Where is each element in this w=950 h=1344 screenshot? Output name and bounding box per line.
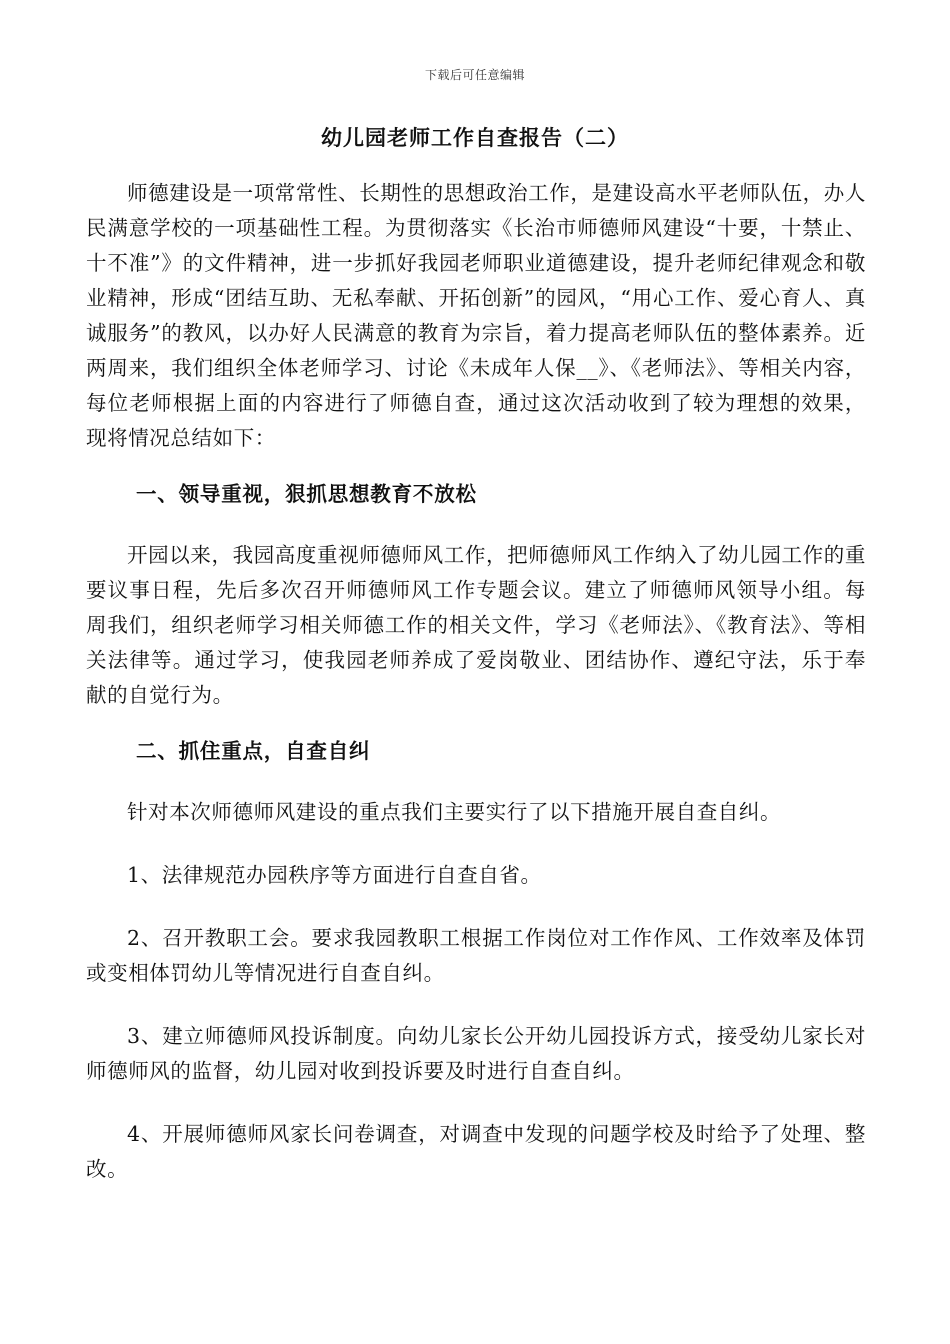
- list-item: 1、法律规范办园秩序等方面进行自查自省。: [127, 863, 542, 887]
- section-1-heading: 一、领导重视，狠抓思想教育不放松: [136, 482, 477, 506]
- document-body: [86, 176, 866, 1187]
- header-note: 下载后可任意编辑: [424, 68, 525, 82]
- section-2-intro: 针对本次师德师风建设的重点我们主要实行了以下措施开展自查自纠。: [127, 800, 782, 824]
- intro-paragraph: 师德建设是一项常常性、长期性的思想政治工作，是建设高水平老师队伍，办人民满意学校的一项基础性工程。为贯彻落实《长治市师德师风建设“十要，十禁止、十不准”》的文件精神，进一步抓好我园老师职业道德建设，提升老师纪律观念和敬业精神，形成“团结互助、无私奉献、开拓创新”的园风，“用心工作、爱心育人、真诚服务”的教风，以办好人民满意的教育为宗旨，着力提高老师队伍的整体素养。近两周来，我们组织全体老师学习、讨论《未成年人保__》、《老师法》、等相关内容，每位老师根据上面的内容进行了师德自查，通过这次活动收到了较为理想的效果，现将情况总结如下：: [86, 181, 866, 450]
- page-title: 幼儿园老师工作自查报告（二）: [321, 125, 629, 150]
- section-1-paragraph: 开园以来，我园高度重视师德师风工作，把师德师风工作纳入了幼儿园工作的重要议事日程，先后多次召开师德师风工作专题会议。建立了师德师风领导小组。每周我们，组织老师学习相关师德工作的相关文件，学习《老师法》、《教育法》、等相关法律等。通过学习，使我园老师养成了爱岗敬业、团结协作、遵纪守法，乐于奉献的自觉行为。: [86, 543, 866, 707]
- list-item: 4、开展师德师风家长问卷调查，对调查中发现的问题学校及时给予了处理、整改。: [86, 1122, 866, 1181]
- list-item: 2、召开教职工会。要求我园教职工根据工作岗位对工作作风、工作效率及体罚或变相体罚幼儿等情况进行自查自纠。: [86, 926, 866, 985]
- list-item: 3、建立师德师风投诉制度。向幼儿家长公开幼儿园投诉方式，接受幼儿家长对师德师风的监督，幼儿园对收到投诉要及时进行自查自纠。: [86, 1024, 866, 1083]
- section-2-heading: 二、抓住重点，自查自纠: [136, 739, 371, 763]
